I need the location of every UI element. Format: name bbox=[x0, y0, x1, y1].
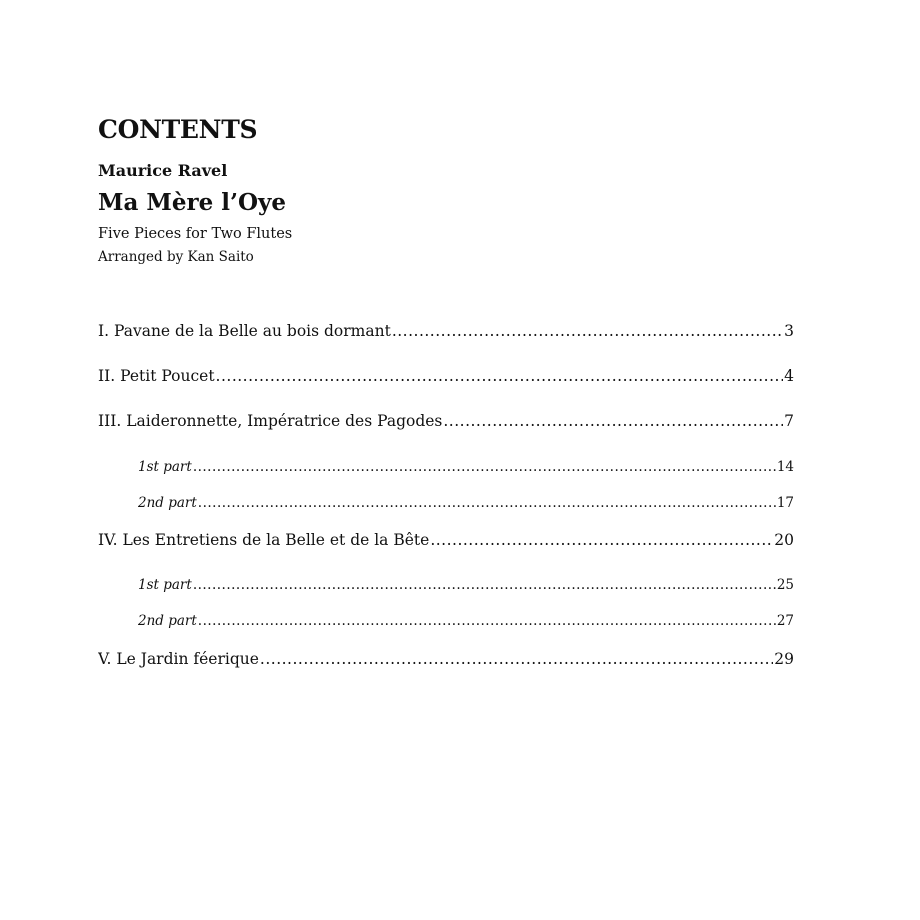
toc-entry-label: IV. Les Entretiens de la Belle et de la Bête bbox=[98, 531, 430, 549]
toc-subentry-label: 2nd part bbox=[138, 495, 197, 511]
toc-page-number: 14 bbox=[776, 459, 794, 475]
toc-subentry-entretiens-part-2[interactable] bbox=[138, 611, 794, 631]
work-subtitle: Five Pieces for Two Flutes bbox=[98, 226, 293, 242]
toc-subentry-laideronnette-part-2[interactable] bbox=[138, 493, 794, 513]
toc-subentry-label: 1st part bbox=[138, 459, 192, 475]
toc-entry-petit-poucet[interactable] bbox=[98, 365, 794, 387]
toc-page-number: 17 bbox=[776, 495, 794, 511]
toc-page-number: 4 bbox=[784, 367, 794, 385]
toc-page-number: 29 bbox=[774, 650, 794, 668]
dot-leader bbox=[216, 365, 784, 387]
composer-name: Maurice Ravel bbox=[98, 161, 228, 180]
toc-subentry-label: 1st part bbox=[138, 577, 192, 593]
dot-leader bbox=[430, 529, 773, 551]
toc-entry-label: V. Le Jardin féerique bbox=[98, 650, 259, 668]
toc-entry-label: II. Petit Poucet bbox=[98, 367, 215, 385]
dot-leader bbox=[443, 410, 783, 432]
toc-subentry-laideronnette-part-1[interactable] bbox=[138, 457, 794, 477]
dot-leader bbox=[198, 493, 776, 513]
dot-leader bbox=[193, 575, 776, 595]
dot-leader bbox=[260, 648, 773, 670]
toc-entry-label: III. Laideronnette, Impératrice des Pagodes bbox=[98, 412, 443, 430]
toc-entry-jardin-feerique[interactable] bbox=[98, 648, 794, 670]
toc-page-number: 27 bbox=[776, 613, 794, 629]
contents-heading: CONTENTS bbox=[98, 115, 258, 144]
toc-entry-entretiens[interactable] bbox=[98, 529, 794, 551]
toc-entry-label: I. Pavane de la Belle au bois dormant bbox=[98, 322, 391, 340]
toc-subentry-label: 2nd part bbox=[138, 613, 197, 629]
toc-subentry-entretiens-part-1[interactable] bbox=[138, 575, 794, 595]
dot-leader bbox=[198, 611, 776, 631]
toc-page-number: 25 bbox=[776, 577, 794, 593]
dot-leader bbox=[392, 320, 783, 342]
arranger-credit: Arranged by Kan Saito bbox=[98, 249, 254, 265]
toc-page-number: 20 bbox=[774, 531, 794, 549]
contents-page bbox=[98, 112, 794, 668]
toc-entry-laideronnette[interactable] bbox=[98, 410, 794, 432]
dot-leader bbox=[193, 457, 776, 477]
toc-page-number: 3 bbox=[784, 322, 794, 340]
toc-page-number: 7 bbox=[784, 412, 794, 430]
toc-entry-pavane[interactable] bbox=[98, 320, 794, 342]
work-title: Ma Mère l’Oye bbox=[98, 189, 286, 216]
